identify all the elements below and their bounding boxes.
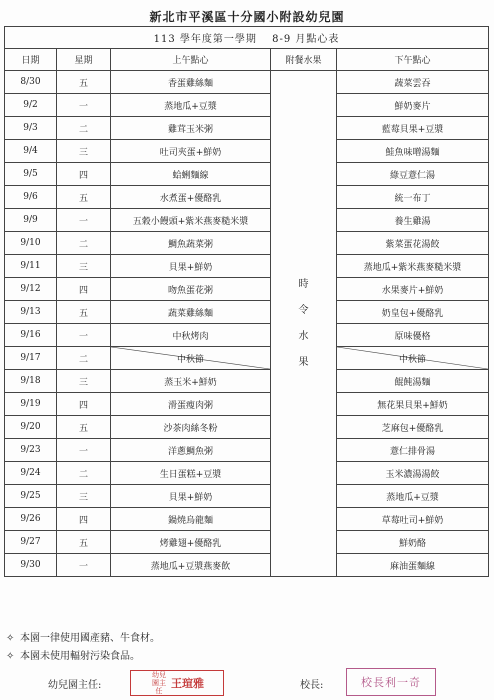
am-snack-cell: 貝果+鮮奶 <box>111 485 271 508</box>
fruit-note-char: 水 <box>298 330 309 342</box>
weekday-cell: 五 <box>57 186 111 209</box>
pm-snack-cell: 藍莓貝果+豆漿 <box>337 117 489 140</box>
snack-menu-table <box>4 26 489 577</box>
sparkle-icon: ✧ <box>6 651 15 662</box>
header-am-snack: 上午點心 <box>111 49 271 71</box>
weekday-cell: 二 <box>57 462 111 485</box>
table-row <box>5 140 489 163</box>
am-snack-cell: 香蛋雞絲麵 <box>111 71 271 94</box>
date-cell: 9/12 <box>5 278 57 301</box>
weekday-cell: 四 <box>57 393 111 416</box>
am-snack-cell: 雞茸玉米粥 <box>111 117 271 140</box>
weekday-cell: 五 <box>57 416 111 439</box>
am-snack-cell: 吻魚蛋花粥 <box>111 278 271 301</box>
weekday-cell: 四 <box>57 163 111 186</box>
table-row <box>5 508 489 531</box>
date-cell: 9/13 <box>5 301 57 324</box>
table-row <box>5 71 489 94</box>
pm-snack-cell: 蒸地瓜+紫米燕麥糙米漿 <box>337 255 489 278</box>
am-snack-cell: 吐司夾蛋+鮮奶 <box>111 140 271 163</box>
pm-snack-cell: 奶皇包+優酪乳 <box>337 301 489 324</box>
table-row <box>5 232 489 255</box>
note-text: 本園未使用輻射污染食品。 <box>20 651 140 662</box>
pm-snack-cell: 薏仁排骨湯 <box>337 439 489 462</box>
pm-snack-cell: 玉米濃湯湯餃 <box>337 462 489 485</box>
date-cell: 9/3 <box>5 117 57 140</box>
holiday-label: 中秋節 <box>399 354 427 365</box>
table-row <box>5 462 489 485</box>
weekday-cell: 四 <box>57 278 111 301</box>
date-cell: 9/11 <box>5 255 57 278</box>
header-fruit: 附餐水果 <box>271 49 337 71</box>
date-cell: 9/25 <box>5 485 57 508</box>
am-snack-cell: 鍋燒烏龍麵 <box>111 508 271 531</box>
fruit-cell <box>271 71 337 577</box>
weekday-cell: 二 <box>57 347 111 370</box>
weekday-cell: 三 <box>57 255 111 278</box>
am-snack-cell: 中秋烤肉 <box>111 324 271 347</box>
director-seal <box>130 670 224 696</box>
date-cell: 9/6 <box>5 186 57 209</box>
weekday-cell: 三 <box>57 370 111 393</box>
holiday-label: 中秋節 <box>176 354 204 365</box>
table-row <box>5 554 489 577</box>
header-pm-snack: 下午點心 <box>337 49 489 71</box>
date-cell: 9/2 <box>5 94 57 117</box>
table-row <box>5 163 489 186</box>
seasonal-fruit-note <box>271 272 336 376</box>
am-snack-cell: 蒸地瓜+豆漿燕麥飲 <box>111 554 271 577</box>
date-cell: 9/23 <box>5 439 57 462</box>
date-cell: 9/9 <box>5 209 57 232</box>
table-row <box>5 531 489 554</box>
pm-snack-cell: 綠豆薏仁湯 <box>337 163 489 186</box>
table-row <box>5 117 489 140</box>
pm-snack-cell: 草莓吐司+鮮奶 <box>337 508 489 531</box>
table-row <box>5 278 489 301</box>
note-item <box>6 648 160 666</box>
sparkle-icon: ✧ <box>6 633 15 644</box>
note-item <box>6 630 160 648</box>
am-snack-cell: 沙茶肉絲冬粉 <box>111 416 271 439</box>
pm-snack-cell: 原味優格 <box>337 324 489 347</box>
header-weekday: 星期 <box>57 49 111 71</box>
weekday-cell: 四 <box>57 508 111 531</box>
weekday-cell: 五 <box>57 531 111 554</box>
director-seal-name: 王瑄雅 <box>171 677 204 690</box>
fruit-note-char: 時 <box>298 278 309 290</box>
date-cell: 9/24 <box>5 462 57 485</box>
date-cell: 9/16 <box>5 324 57 347</box>
pm-snack-cell: 養生雞湯 <box>337 209 489 232</box>
pm-snack-cell: 餛飩湯麵 <box>337 370 489 393</box>
date-cell: 9/27 <box>5 531 57 554</box>
fruit-note-char: 令 <box>298 304 309 316</box>
date-cell: 9/18 <box>5 370 57 393</box>
signature-row <box>0 670 494 696</box>
date-cell: 9/4 <box>5 140 57 163</box>
table-row <box>5 485 489 508</box>
notes <box>6 630 160 666</box>
director-label: 幼兒園主任: <box>48 680 102 691</box>
weekday-cell: 一 <box>57 324 111 347</box>
date-cell: 9/26 <box>5 508 57 531</box>
table-row <box>5 347 489 370</box>
pm-snack-cell: 鮮奶酪 <box>337 531 489 554</box>
date-cell: 9/20 <box>5 416 57 439</box>
menu-body <box>5 71 489 577</box>
principal-seal: 校長利一奇 <box>346 668 436 696</box>
principal-label: 校長: <box>300 680 324 691</box>
table-row <box>5 370 489 393</box>
am-snack-cell <box>111 347 271 370</box>
pm-snack-cell: 鮮奶麥片 <box>337 94 489 117</box>
table-row <box>5 301 489 324</box>
menu-title: 113 學年度第一學期 8-9 月點心表 <box>5 27 489 49</box>
weekday-cell: 二 <box>57 232 111 255</box>
weekday-cell: 一 <box>57 94 111 117</box>
pm-snack-cell: 鮭魚味噌湯麵 <box>337 140 489 163</box>
weekday-cell: 三 <box>57 140 111 163</box>
date-cell: 9/17 <box>5 347 57 370</box>
am-snack-cell: 蛤蜊麵線 <box>111 163 271 186</box>
table-row <box>5 186 489 209</box>
weekday-cell: 一 <box>57 554 111 577</box>
weekday-cell: 三 <box>57 485 111 508</box>
am-snack-cell: 五穀小饅頭+紫米燕麥糙米漿 <box>111 209 271 232</box>
header-date: 日期 <box>5 49 57 71</box>
pm-snack-cell: 水果麥片+鮮奶 <box>337 278 489 301</box>
school-title: 新北市平溪區十分國小附設幼兒園 <box>149 10 345 24</box>
table-row <box>5 94 489 117</box>
pm-snack-cell: 蒸地瓜+豆漿 <box>337 485 489 508</box>
table-row <box>5 255 489 278</box>
am-snack-cell: 鯛魚蔬菜粥 <box>111 232 271 255</box>
fruit-note-char: 果 <box>298 356 309 368</box>
date-cell: 9/30 <box>5 554 57 577</box>
weekday-cell: 五 <box>57 71 111 94</box>
am-snack-cell: 滑蛋瘦肉粥 <box>111 393 271 416</box>
table-row <box>5 439 489 462</box>
weekday-cell: 一 <box>57 209 111 232</box>
pm-snack-cell: 麻油蛋麵線 <box>337 554 489 577</box>
table-row <box>5 209 489 232</box>
am-snack-cell: 烤雞翅+優酪乳 <box>111 531 271 554</box>
am-snack-cell: 水煮蛋+優酪乳 <box>111 186 271 209</box>
am-snack-cell: 蒸地瓜+豆漿 <box>111 94 271 117</box>
weekday-cell: 二 <box>57 117 111 140</box>
pm-snack-cell: 紫菜蛋花湯餃 <box>337 232 489 255</box>
am-snack-cell: 貝果+鮮奶 <box>111 255 271 278</box>
pm-snack-cell: 統一布丁 <box>337 186 489 209</box>
table-row <box>5 416 489 439</box>
am-snack-cell: 蒸玉米+鮮奶 <box>111 370 271 393</box>
am-snack-cell: 洋蔥鯛魚粥 <box>111 439 271 462</box>
date-cell: 9/19 <box>5 393 57 416</box>
pm-snack-cell: 無花果貝果+鮮奶 <box>337 393 489 416</box>
pm-snack-cell <box>337 347 489 370</box>
date-cell: 8/30 <box>5 71 57 94</box>
weekday-cell: 一 <box>57 439 111 462</box>
table-row <box>5 393 489 416</box>
director-seal-title: 幼兒園主任 <box>152 671 166 695</box>
pm-snack-cell: 蔬菜雲吞 <box>337 71 489 94</box>
table-row <box>5 324 489 347</box>
weekday-cell: 五 <box>57 301 111 324</box>
am-snack-cell: 蔬菜雞絲麵 <box>111 301 271 324</box>
note-text: 本園一律使用國產豬、牛食材。 <box>20 633 160 644</box>
date-cell: 9/5 <box>5 163 57 186</box>
am-snack-cell: 生日蛋糕+豆漿 <box>111 462 271 485</box>
date-cell: 9/10 <box>5 232 57 255</box>
pm-snack-cell: 芝麻包+優酪乳 <box>337 416 489 439</box>
